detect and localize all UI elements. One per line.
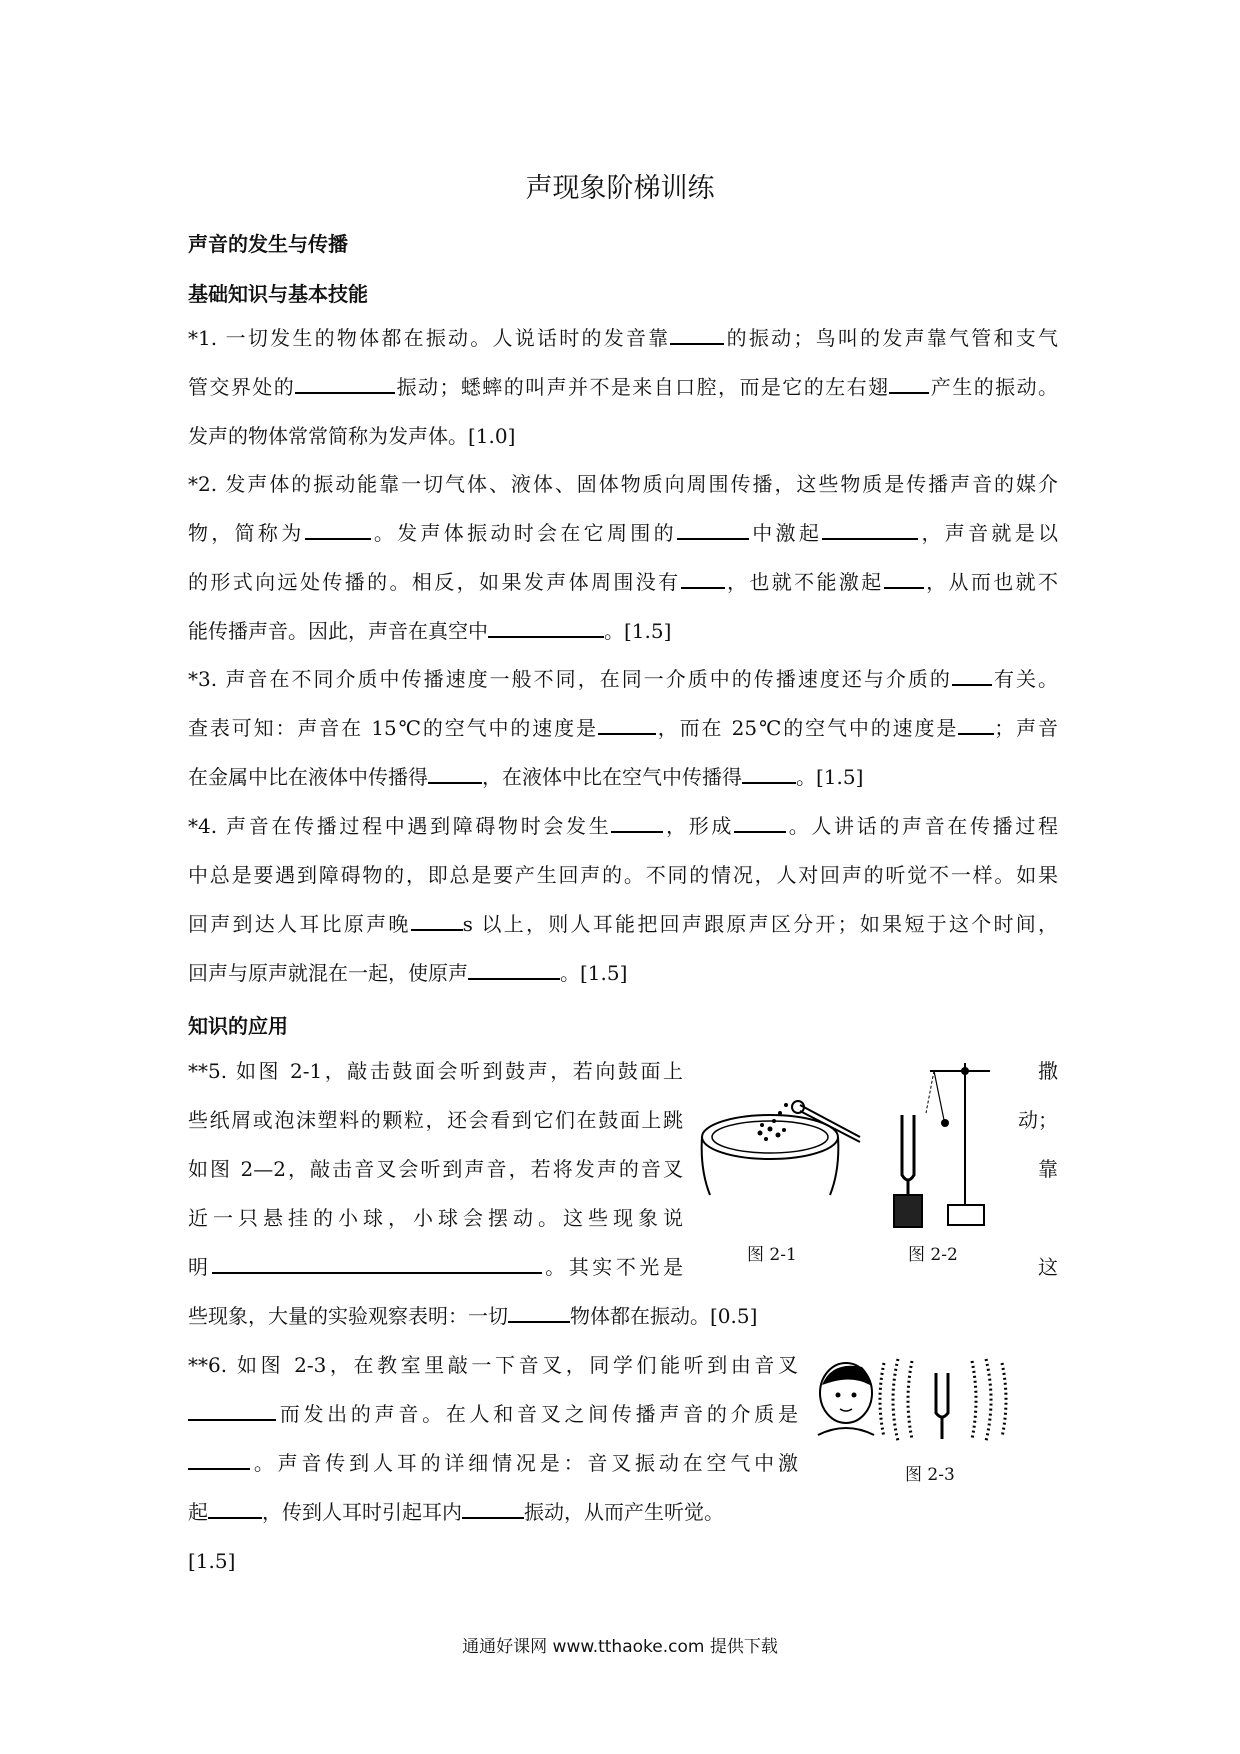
q5-line-1-end: 撒 (1038, 1059, 1058, 1083)
answer-blank (681, 569, 725, 589)
answer-blank (208, 1499, 262, 1519)
answer-blank (670, 325, 724, 345)
answer-blank (598, 715, 656, 735)
q6-line-1: **6. 如图 2-3，在教室里敲一下音叉，同学们能听到由音叉 (188, 1353, 798, 1377)
q5-line-2-end: 动； (1018, 1108, 1058, 1132)
q4-line-1: *4. 声音在传播过程中遇到障碍物时会发生 ，形成 。人讲话的声音在传播过程 (188, 814, 1059, 838)
classroom-sound-figure (812, 1355, 1032, 1445)
q2-line-3: 的形式向远处传播的。相反，如果发声体周围没有 ，也就不能激起 ，从而也就不 (188, 570, 1059, 594)
q6-line-2: 而发出的声音。在人和音叉之间传播声音的介质是 (188, 1400, 798, 1428)
figure-caption: 图 2-1 (747, 1245, 797, 1265)
q4-line-2: 中总是要遇到障碍物的，即总是要产生回声的。不同的情况，人对回声的听觉不一样。如果 (188, 863, 1058, 887)
answer-blank (884, 569, 924, 589)
answer-blank (188, 1450, 250, 1470)
answer-blank (188, 1401, 276, 1421)
q1-line-2: 管交界处的 振动；蟋蟀的叫声并不是来自口腔，而是它的左右翅 产生的振动。 (188, 375, 1059, 399)
answer-blank (212, 1254, 542, 1274)
answer-blank (677, 520, 749, 540)
q4-line-3: 回声到达人耳比原声晚 s 以上，则人耳能把回声跟原声区分开；如果短于这个时间， (188, 912, 1059, 936)
q5-line-4: 近一只悬挂的小球，小球会摆动。这些现象说 (188, 1206, 683, 1230)
section-heading: 声音的发生与传播 (188, 232, 348, 256)
answer-blank (742, 764, 796, 784)
q5-line-1: **5. 如图 2-1，敲击鼓面会听到鼓声，若向鼓面上 (188, 1059, 683, 1083)
q6-line-5: [1.5] (188, 1549, 236, 1573)
answer-blank (958, 715, 994, 735)
q3-line-2: 查表可知：声音在 15℃的空气中的速度是 ，而在 25℃的空气中的速度是 ；声音 (188, 716, 1058, 740)
answer-blank (411, 911, 463, 931)
answer-blank (889, 374, 929, 394)
answer-blank (295, 374, 395, 394)
answer-blank (822, 520, 918, 540)
section-heading: 知识的应用 (188, 1014, 288, 1038)
q2-line-1: *2. 发声体的振动能靠一切气体、液体、固体物质向周围传播，这些物质是传播声音的媒介 (188, 472, 1058, 496)
figure-caption: 图 2-2 (908, 1245, 958, 1265)
q2-line-4: 能传播声音。因此，声音在真空中 。[1.5] (188, 619, 672, 643)
page-title: 声现象阶梯训练 (525, 173, 715, 204)
answer-blank (305, 520, 371, 540)
subsection-heading: 基础知识与基本技能 (188, 282, 368, 306)
answer-blank (462, 1499, 524, 1519)
q2-line-2: 物，简称为 。发声体振动时会在它周围的 中激起 ，声音就是以 (188, 521, 1059, 545)
answer-blank (734, 813, 786, 833)
q5-line-5-end: 这 (1038, 1255, 1058, 1279)
q4-line-4: 回声与原声就混在一起，使原声 。[1.5] (188, 961, 628, 985)
q1-line-1: *1. 一切发生的物体都在振动。人说话时的发音靠 的振动；鸟叫的发声靠气管和支气 (188, 326, 1058, 350)
answer-blank (611, 813, 663, 833)
page-footer: 通通好课网 www.tthaoke.com 提供下载 (462, 1637, 778, 1657)
drum-figure (700, 1085, 870, 1205)
q1-line-3: 发声的物体常常简称为发声体。[1.0] (188, 424, 516, 448)
answer-blank (952, 666, 992, 686)
answer-blank (428, 764, 482, 784)
answer-blank (508, 1303, 570, 1323)
q5-line-3-end: 靠 (1038, 1157, 1058, 1181)
q6-line-4: 起 ，传到人耳时引起耳内 振动，从而产生听觉。 (188, 1500, 724, 1524)
q5-line-2: 些纸屑或泡沫塑料的颗粒，还会看到它们在鼓面上跳 (188, 1108, 683, 1132)
tuning-fork-ball-figure (890, 1055, 1000, 1230)
q3-line-3: 在金属中比在液体中传播得 ，在液体中比在空气中传播得 。[1.5] (188, 765, 864, 789)
q5-line-6: 些现象，大量的实验观察表明：一切 物体都在振动。[0.5] (188, 1304, 758, 1328)
q3-line-1: *3. 声音在不同介质中传播速度一般不同，在同一介质中的传播速度还与介质的 有关。 (188, 667, 1058, 691)
q5-line-5: 明 。其实不光是 (188, 1255, 684, 1279)
q6-line-3: 。声音传到人耳的详细情况是：音叉振动在空气中激 (188, 1449, 798, 1477)
answer-blank (468, 960, 560, 980)
q5-line-3: 如图 2—2，敲击音叉会听到声音，若将发声的音叉 (188, 1157, 683, 1181)
answer-blank (488, 618, 604, 638)
figure-caption: 图 2-3 (905, 1465, 955, 1485)
